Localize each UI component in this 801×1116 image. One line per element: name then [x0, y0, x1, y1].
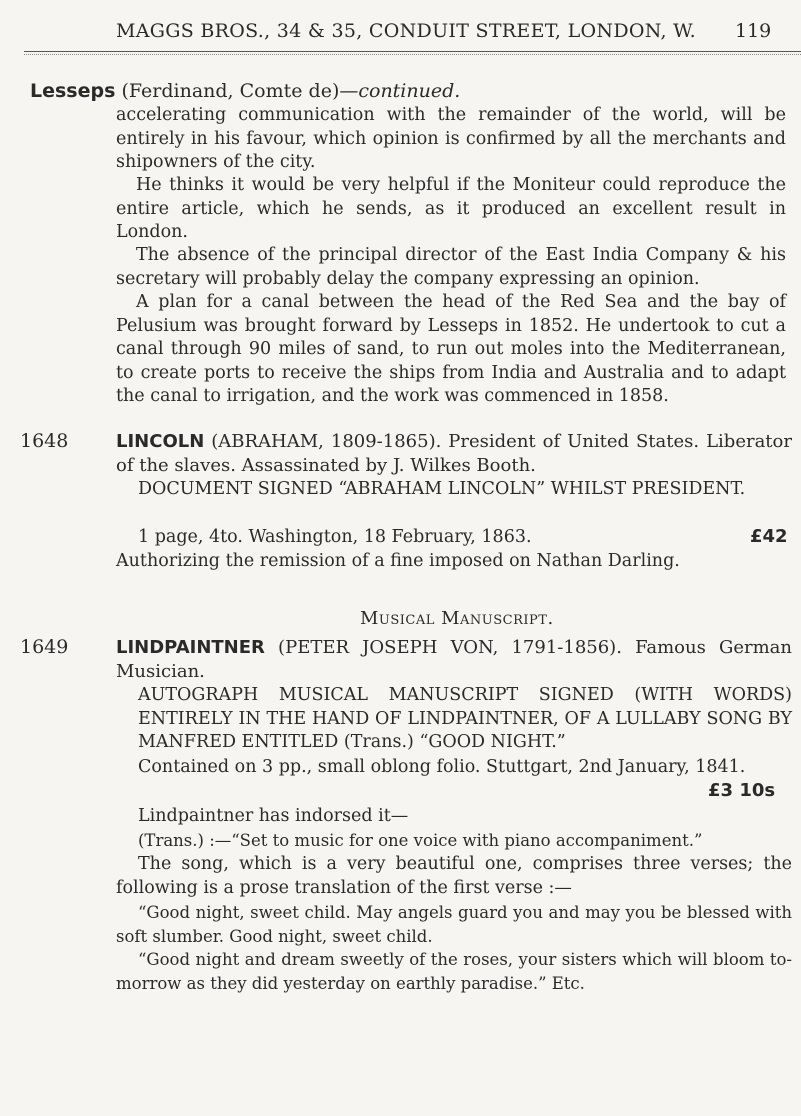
- page-number: 119: [735, 20, 772, 42]
- lot-1648-note: Authorizing the remission of a fine imposed on Nathan Darling.: [116, 551, 680, 571]
- lot-1648-price: £42: [750, 526, 788, 547]
- lot-1649-details: Contained on 3 pp., small oblong folio. Stuttgart, 2nd January, 1841.: [138, 757, 746, 777]
- lesseps-paragraph-4: A plan for a canal between the head of the Red Sea and the bay of Pelusium was brought forward by Lesseps in 1852. He undertook to cut a canal through 90 miles of sand, to run out moles into the Mediterranean, to create ports to receive the ships from India and Australia and to adapt the canal to irrigation, and the work was commenced in 1858.: [116, 292, 786, 406]
- lot-number-1648: 1648: [20, 430, 69, 452]
- lot-1649-manuscript-text: AUTOGRAPH MUSICAL MANUSCRIPT SIGNED (WITH WORDS) ENTIRELY IN THE HAND OF LINDPAINTNER, OF A LULLABY SONG BY MANFRED ENTITLED: [138, 685, 792, 752]
- lot-number-1649: 1649: [20, 636, 69, 658]
- lot-1648-details: 1 page, 4to. Washington, 18 February, 1863.: [138, 527, 532, 547]
- lot-1649-verse-2: “Good night and dream sweetly of the roses, your sisters which will bloom to-morrow as they did yesterday on earthly paradise.” Etc.: [116, 950, 792, 993]
- lot-1649-trans-note: (Trans.) :—“Set to music for one voice with piano accompaniment.”: [138, 831, 703, 850]
- lot-1649-title: “GOOD NIGHT.”: [419, 732, 566, 752]
- lot-1649-description: (PETER JOSEPH VON, 1791-1856). Famous German Musician.: [116, 637, 792, 682]
- lot-1649-manuscript: [138, 684, 792, 755]
- lot-1649-price: £3 10s: [708, 780, 776, 801]
- lot-1649-endorsed: Lindpaintner has indorsed it—: [138, 806, 409, 826]
- header-rule: [24, 51, 801, 52]
- header-rule-dotted: [24, 54, 801, 55]
- lesseps-paragraph-3: The absence of the principal director of the East India Company & his secretary will probably delay the company expressing an opinion.: [116, 245, 786, 289]
- lot-1648-name: LINCOLN: [116, 431, 205, 452]
- entry-name: Lesseps: [30, 80, 116, 102]
- lesseps-paragraph-2: He thinks it would be very helpful if the Moniteur could reproduce the entire article, which he sends, as it produced an excellent result in London.: [116, 175, 786, 242]
- lot-1649-heading: [116, 636, 792, 683]
- section-heading: Musical Manuscript.: [360, 608, 554, 629]
- continued-label: continued.: [358, 80, 461, 102]
- lot-1649-verse-1: “Good night, sweet child. May angels guard you and may you be blessed with soft slumber. Good night, sweet child.: [116, 903, 792, 946]
- page-header: [0, 20, 801, 50]
- lot-1649-song: The song, which is a very beautiful one, comprises three verses; the following is a prose translation of the first verse :—: [116, 854, 792, 898]
- lot-1649-name: LINDPAINTNER: [116, 637, 265, 658]
- entry-name-rest: (Ferdinand, Comte de)—: [115, 80, 359, 102]
- running-title: MAGGS BROS., 34 & 35, CONDUIT STREET, LONDON, W.: [116, 20, 696, 42]
- lot-1648-heading: [116, 430, 792, 477]
- lot-1648-description: (ABRAHAM, 1809-1865). President of United States. Liberator of the slaves. Assassinated by J. Wilkes Booth.: [116, 431, 792, 476]
- lesseps-paragraph-1: accelerating communication with the remainder of the world, will be entirely in his favour, which opinion is confirmed by all the merchants and shipowners of the city.: [116, 105, 786, 172]
- entry-heading-lesseps: [30, 80, 460, 102]
- lot-1649-trans: (Trans.): [343, 732, 414, 752]
- lot-1648-document: DOCUMENT SIGNED “ABRAHAM LINCOLN” WHILST PRESIDENT.: [138, 479, 746, 499]
